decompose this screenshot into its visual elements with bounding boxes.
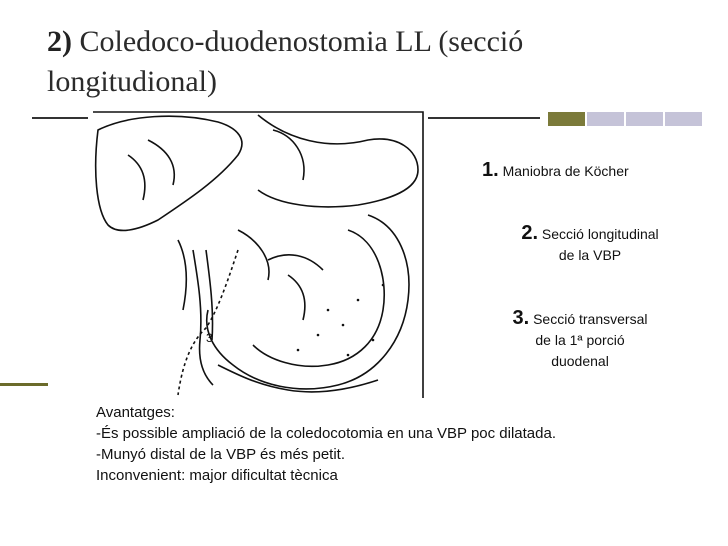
figure-label-3: 3 <box>206 331 213 345</box>
notes-line-1: -És possible ampliació de la coledocotomia en una VBP poc dilatada. <box>96 425 557 442</box>
step-1-text: Maniobra de Köcher <box>502 163 629 179</box>
figure-frame <box>93 112 423 398</box>
upper-organ <box>258 115 418 207</box>
step-1 <box>482 160 702 182</box>
step-2 <box>490 223 690 266</box>
stomach-outline <box>207 215 409 389</box>
bile-duct <box>193 250 213 385</box>
notes-line-3: Inconvenient: major dificultat tècnica <box>96 467 338 484</box>
step-3-text-line2: de la 1ª porció <box>535 332 625 348</box>
square-light-1 <box>587 112 624 126</box>
title-text: Coledoco-duodenostomia LL (secció longitudional) <box>47 25 524 98</box>
step-1-number: 1. <box>482 159 499 181</box>
step-2-text-line1: Secció longitudinal <box>541 226 659 242</box>
step-3-text-line1: Secció transversal <box>533 311 648 327</box>
square-dark-1 <box>548 112 585 126</box>
vessel-2 <box>288 275 305 320</box>
notes-line-2: -Munyó distal de la VBP és més petit. <box>96 446 346 463</box>
notes-heading: Avantatges: <box>96 404 175 421</box>
liver-shape <box>96 116 242 230</box>
slide-title <box>47 22 667 102</box>
stomach-inner <box>253 230 384 366</box>
vessel-3 <box>238 230 269 280</box>
square-light-3 <box>665 112 702 126</box>
title-number: 2) <box>47 25 72 58</box>
illustration-drawing <box>88 110 424 400</box>
step-3-number: 3. <box>512 307 530 329</box>
decorative-squares <box>548 112 702 126</box>
left-accent-rule <box>0 383 48 386</box>
step-2-text-line2: de la VBP <box>558 247 622 263</box>
liver-contour-2 <box>128 155 145 200</box>
vessel-4 <box>178 240 186 310</box>
notes-block <box>96 402 716 486</box>
title-rule-right <box>428 117 540 119</box>
step-3-text-line3: duodenal <box>551 353 609 369</box>
step-3 <box>480 308 680 372</box>
title-rule-left <box>32 117 92 119</box>
square-light-2 <box>626 112 663 126</box>
surgical-illustration <box>88 110 424 400</box>
vessel-1 <box>268 255 323 270</box>
left-accent-bar <box>0 0 48 385</box>
liver-contour <box>148 140 174 185</box>
step-2-number: 2. <box>521 222 539 244</box>
